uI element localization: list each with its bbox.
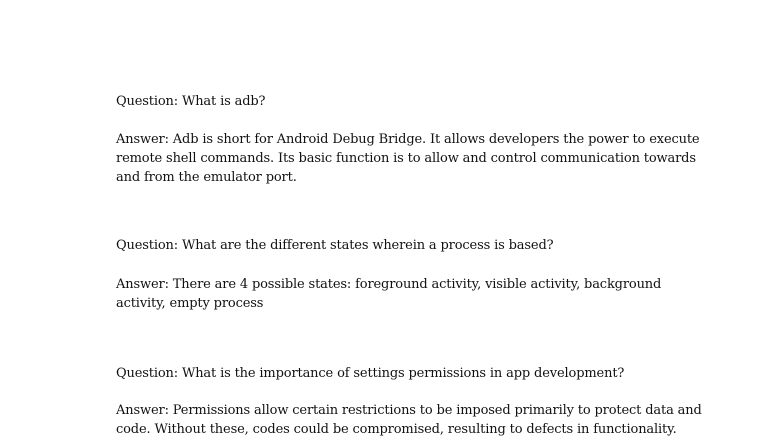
answer-1-line-1: Answer: Adb is short for Android Debug Bridge. It allows developers the power to execute (116, 132, 700, 147)
question-3: Question: What is the importance of settings permissions in app development? (116, 366, 625, 381)
question-2: Question: What are the different states wherein a process is based? (116, 238, 554, 253)
answer-1-line-3: and from the emulator port. (116, 170, 297, 185)
answer-2-line-1: Answer: There are 4 possible states: foreground activity, visible activity, background (116, 277, 662, 292)
answer-2-line-2: activity, empty process (116, 296, 264, 311)
answer-3-line-2: code. Without these, codes could be compromised, resulting to defects in functionality. (116, 422, 677, 437)
answer-3-line-1: Answer: Permissions allow certain restrictions to be imposed primarily to protect data and (116, 403, 702, 418)
answer-1-line-2: remote shell commands. Its basic function is to allow and control communication towards (116, 151, 696, 166)
question-1: Question: What is adb? (116, 94, 266, 109)
